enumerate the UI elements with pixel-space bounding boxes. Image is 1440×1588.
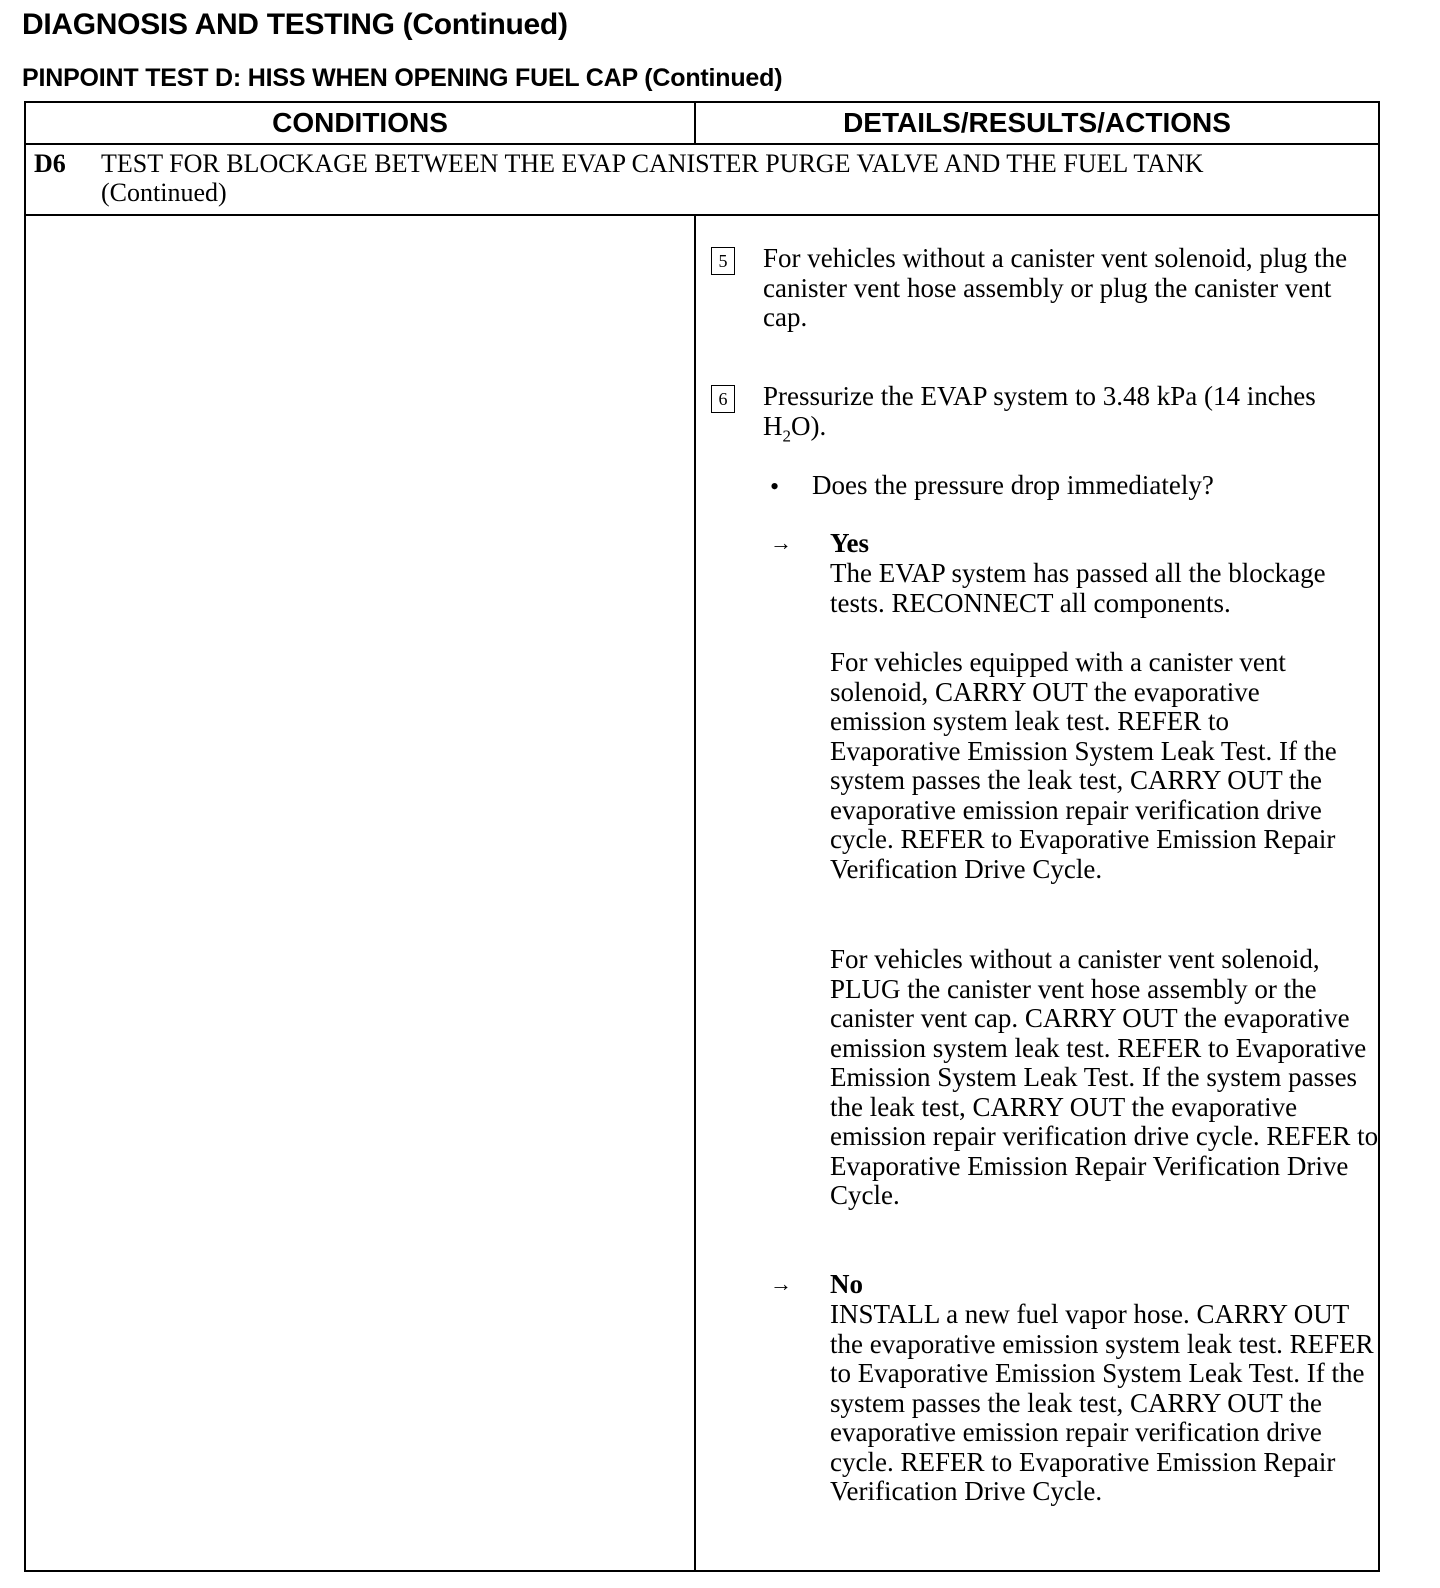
yes-paragraph: For vehicles without a canister vent solenoid, PLUG the canister vent hose assembly or the canister vent cap. CARRY OUT the evaporative emission system leak test. REFER to Evaporative Emission System Leak Test. If the system passes the leak test, CARRY OUT the evaporative emission repair verification drive cycle. REFER to Evaporative Emission Repair Verification Drive Cycle. (830, 944, 1379, 1210)
yes-paragraph: The EVAP system has passed all the blockage tests. RECONNECT all components. (830, 558, 1326, 618)
substep-number-box: 6 (711, 385, 735, 413)
details-column-header: DETAILS/RESULTS/ACTIONS (694, 103, 1378, 145)
arrow-right-icon: → (770, 1271, 792, 1296)
step-id: D6 (34, 149, 66, 178)
step-title-suffix: (Continued) (101, 178, 227, 207)
substep-5-text: For vehicles without a canister vent solenoid, plug the canister vent hose assembly or plug the canister vent cap. (763, 243, 1348, 332)
pinpoint-test-table (24, 101, 1380, 1572)
substep-6-text-main: Pressurize the EVAP system to 3.48 kPa (14 inches H (763, 381, 1316, 441)
bullet-icon: • (770, 472, 780, 501)
substep-6-text-end: O). (791, 410, 827, 441)
yes-label: Yes (830, 528, 869, 558)
step-title-text: TEST FOR BLOCKAGE BETWEEN THE EVAP CANISTER PURGE VALVE AND THE FUEL TANK (101, 149, 1204, 178)
substep-number-box: 5 (711, 247, 735, 275)
question-text: Does the pressure drop immediately? (812, 470, 1214, 500)
yes-paragraph: For vehicles equipped with a canister vent solenoid, CARRY OUT the evaporative emission system leak test. REFER to Evaporative Emission System Leak Test. If the system passes the leak test, CARRY OUT the evaporative emission repair verification drive cycle. REFER to Evaporative Emission Repair Verification Drive Cycle. (830, 647, 1337, 884)
no-paragraph: INSTALL a new fuel vapor hose. CARRY OUT the evaporative emission system leak test. REFER to Evaporative Emission System Leak Test. If the system passes the leak test, CARRY OUT the evaporative emission repair verification drive cycle. REFER to Evaporative Emission Repair Verification Drive Cycle. (830, 1299, 1374, 1506)
substep-6-text (763, 382, 1373, 450)
no-label: No (830, 1269, 863, 1299)
step-row (26, 145, 1378, 216)
conditions-column-header: CONDITIONS (26, 103, 694, 145)
subscript-two: 2 (782, 425, 791, 445)
step-title (101, 149, 1301, 207)
page-heading: DIAGNOSIS AND TESTING (Continued) (22, 8, 568, 41)
arrow-right-icon: → (770, 530, 792, 555)
conditions-cell (26, 216, 694, 1570)
pinpoint-test-heading: PINPOINT TEST D: HISS WHEN OPENING FUEL CAP (Continued) (22, 64, 783, 92)
details-cell (694, 216, 1378, 1570)
